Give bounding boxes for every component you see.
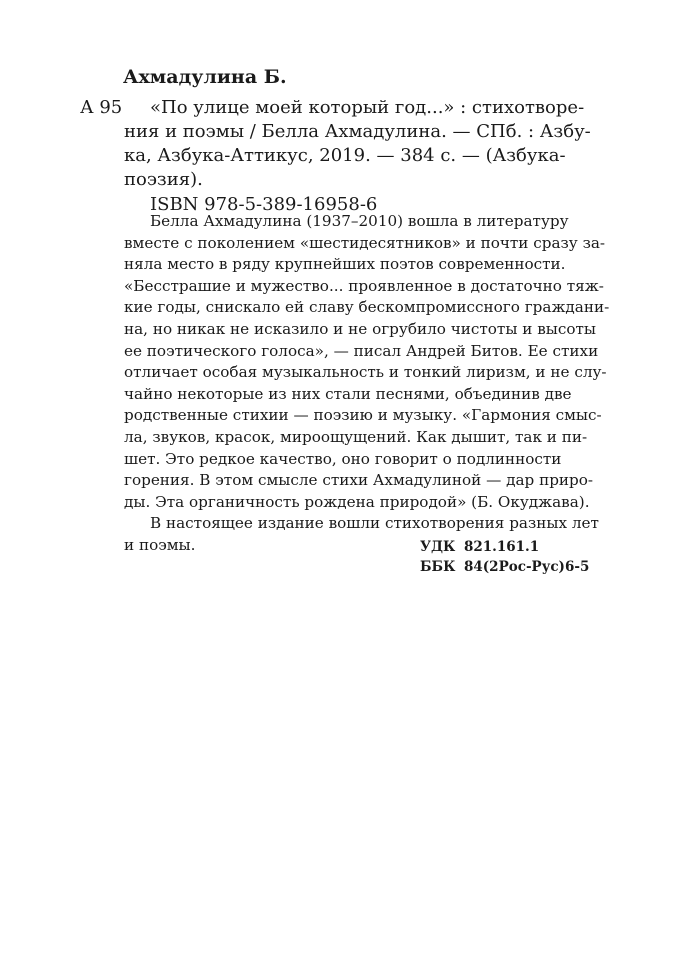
isbn: ISBN 978-5-389-16958-6 [150,194,378,215]
udk-label: УДК [420,539,456,555]
author-cipher: А 95 [80,97,123,118]
annotation-line: родственные стихии — поэзию и музыку. «Гармония смыс- [124,406,602,425]
annotation-line: Белла Ахмадулина (1937–2010) вошла в литературу [150,212,569,230]
annotation-line: на, но никак не исказило и не огрубило чистоты и высоты [124,319,596,338]
annotation-line: отличает особая музыкальность и тонкий лиризм, и не слу- [124,363,607,382]
biblio-line: ния и поэмы / Белла Ахмадулина. — СПб. : Азбу- [124,121,591,142]
biblio-line: ка, Азбука-Аттикус, 2019. — 384 с. — (Азбука- [124,145,566,166]
bbk-row [420,557,589,577]
annotation-line: и поэмы. [124,535,196,554]
annotation-line: чайно некоторые из них стали песнями, объединив две [124,384,572,403]
annotation-line: В настоящее издание вошли стихотворения разных лет [150,514,599,533]
bibliographic-description [124,96,591,192]
annotation-line: «Бесстрашие и мужество... проявленное в достаточно тяж- [124,276,604,295]
annotation-line: кие годы, снискало ей славу бескомпромиссного граждани- [124,298,610,317]
annotation-line: горения. В этом смысле стихи Ахмадулиной — дар приро- [124,471,594,490]
udk-value: 821.161.1 [464,539,540,555]
annotation-line: ее поэтического голоса», — писал Андрей Битов. Ее стихи [124,341,599,360]
udk-row [420,537,589,557]
annotation-line: ла, звуков, красок, мироощущений. Как дышит, так и пи- [124,427,588,446]
biblio-line: поэзия). [124,169,203,190]
annotation-line: ды. Эта органичность рождена природой» (Б. Окуджава). [124,492,590,511]
annotation [124,211,609,557]
annotation-line: шет. Это редкое качество, оно говорит о подлинности [124,449,562,468]
biblio-line: «По улице моей который год...» : стихотворе- [150,97,585,118]
annotation-line: няла место в ряду крупнейших поэтов современности. [124,255,566,274]
author-heading: Ахмадулина Б. [123,66,287,88]
classification-codes [420,537,589,577]
bbk-label: ББК [420,559,456,575]
annotation-line: вместе с поколением «шестидесятников» и почти сразу за- [124,233,606,252]
bbk-value: 84(2Рос-Рус)6-5 [464,559,590,575]
